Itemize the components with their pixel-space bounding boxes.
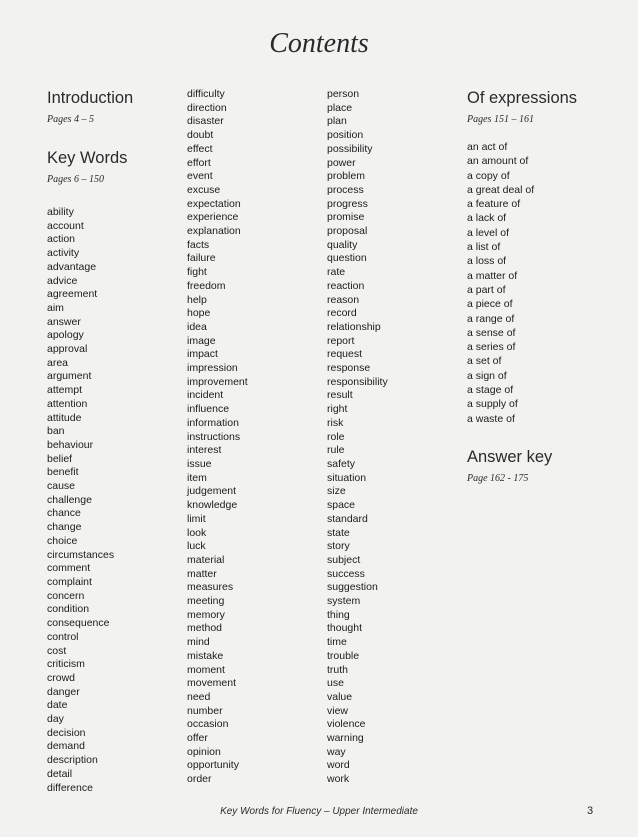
- list-item: attention: [47, 397, 88, 410]
- of-expressions-heading: Of expressions: [467, 89, 578, 107]
- list-item: aim: [47, 301, 64, 314]
- list-item: state: [327, 526, 350, 539]
- list-item: attitude: [47, 411, 82, 424]
- list-item: question: [327, 252, 367, 265]
- list-item: truth: [327, 663, 349, 676]
- list-item: cause: [47, 480, 76, 493]
- list-item: promise: [327, 211, 365, 224]
- list-item: reason: [327, 293, 360, 306]
- list-item: proposal: [327, 225, 368, 238]
- list-item: success: [327, 567, 365, 580]
- list-item: standard: [327, 512, 368, 525]
- list-item: a copy of: [467, 169, 510, 182]
- list-item: look: [187, 526, 207, 539]
- list-item: a waste of: [467, 412, 515, 425]
- list-item: mistake: [187, 649, 224, 662]
- list-item: a great deal of: [467, 183, 535, 196]
- list-item: behaviour: [47, 438, 94, 451]
- list-item: a level of: [467, 226, 510, 239]
- list-item: consequence: [47, 617, 110, 630]
- list-item: relationship: [327, 320, 381, 333]
- key-words-list-2: [187, 88, 317, 787]
- list-item: help: [187, 293, 207, 306]
- footer-book-title: Key Words for Fluency – Upper Intermediate: [220, 806, 418, 817]
- of-expressions-pages: Pages 151 – 161: [467, 114, 534, 125]
- list-item: subject: [327, 553, 361, 566]
- list-item: day: [47, 713, 64, 726]
- list-item: crowd: [47, 671, 76, 684]
- list-item: problem: [327, 170, 365, 183]
- list-item: complaint: [47, 575, 92, 588]
- list-item: improvement: [187, 375, 248, 388]
- list-item: limit: [187, 512, 206, 525]
- list-item: hope: [187, 307, 211, 320]
- list-item: cost: [47, 644, 67, 657]
- list-item: date: [47, 699, 68, 712]
- list-item: benefit: [47, 466, 79, 479]
- list-item: rule: [327, 444, 345, 457]
- list-item: a list of: [467, 241, 501, 254]
- list-item: account: [47, 219, 84, 232]
- answer-key-heading: Answer key: [467, 447, 553, 466]
- list-item: measures: [187, 581, 234, 594]
- list-item: ability: [47, 206, 74, 218]
- list-item: impression: [187, 362, 238, 375]
- list-item: approval: [47, 343, 88, 356]
- list-item: mind: [187, 636, 210, 649]
- list-item: comment: [47, 562, 91, 575]
- list-item: warning: [327, 732, 364, 745]
- list-item: direction: [187, 101, 227, 114]
- list-item: story: [327, 540, 350, 553]
- list-item: report: [327, 334, 355, 347]
- list-item: opportunity: [187, 759, 239, 772]
- list-item: system: [327, 595, 361, 608]
- key-words-heading: Key Words: [47, 149, 128, 167]
- list-item: a range of: [467, 312, 515, 325]
- list-item: answer: [47, 315, 81, 328]
- list-item: word: [327, 759, 350, 772]
- list-item: freedom: [187, 279, 226, 292]
- list-item: person: [327, 88, 360, 100]
- list-item: material: [187, 553, 225, 566]
- list-item: information: [187, 416, 239, 429]
- list-item: concern: [47, 589, 85, 602]
- list-item: right: [327, 403, 348, 416]
- list-item: difference: [47, 781, 93, 794]
- list-item: area: [47, 356, 69, 369]
- list-item: a lack of: [467, 212, 507, 225]
- list-item: difficulty: [187, 88, 225, 100]
- list-item: time: [327, 636, 347, 649]
- list-item: a series of: [467, 341, 516, 354]
- list-item: agreement: [47, 288, 98, 301]
- introduction-heading: Introduction: [47, 89, 134, 107]
- list-item: idea: [187, 320, 207, 333]
- list-item: reaction: [327, 279, 365, 292]
- list-item: change: [47, 521, 82, 534]
- list-item: thought: [327, 622, 363, 635]
- of-expressions-list: [467, 140, 617, 426]
- list-item: knowledge: [187, 499, 238, 512]
- list-item: violence: [327, 718, 366, 731]
- list-item: chance: [47, 507, 81, 520]
- list-item: suggestion: [327, 581, 378, 594]
- list-item: trouble: [327, 649, 360, 662]
- list-item: ban: [47, 425, 65, 438]
- key-words-list-3: [327, 88, 457, 787]
- contents-column-4: [467, 88, 617, 485]
- list-item: condition: [47, 603, 90, 616]
- list-item: movement: [187, 677, 237, 690]
- list-item: an act of: [467, 141, 508, 153]
- list-item: detail: [47, 767, 73, 780]
- list-item: risk: [327, 416, 344, 429]
- list-item: quality: [327, 238, 358, 251]
- list-item: a sense of: [467, 326, 516, 339]
- key-words-pages: Pages 6 – 150: [47, 174, 104, 185]
- list-item: description: [47, 754, 98, 767]
- key-words-list-1: [47, 206, 177, 795]
- list-item: response: [327, 362, 371, 375]
- list-item: result: [327, 389, 353, 402]
- list-item: matter: [187, 567, 217, 580]
- list-item: meeting: [187, 595, 225, 608]
- list-item: offer: [187, 732, 208, 745]
- list-item: effort: [187, 156, 211, 169]
- list-item: action: [47, 233, 76, 246]
- list-item: impact: [187, 348, 218, 361]
- list-item: progress: [327, 197, 368, 210]
- list-item: instructions: [187, 430, 241, 443]
- list-item: responsibility: [327, 375, 388, 388]
- list-item: choice: [47, 534, 78, 547]
- list-item: incident: [187, 389, 224, 402]
- list-item: experience: [187, 211, 239, 224]
- list-item: judgement: [187, 485, 237, 498]
- list-item: activity: [47, 247, 80, 260]
- list-item: a piece of: [467, 298, 513, 311]
- list-item: criticism: [47, 658, 85, 671]
- contents-column-2: [187, 88, 317, 787]
- list-item: request: [327, 348, 363, 361]
- list-item: excuse: [187, 183, 221, 196]
- list-item: place: [327, 101, 353, 114]
- list-item: thing: [327, 608, 350, 621]
- list-item: rate: [327, 266, 346, 279]
- list-item: occasion: [187, 718, 229, 731]
- list-item: moment: [187, 663, 225, 676]
- list-item: challenge: [47, 493, 92, 506]
- list-item: way: [327, 745, 346, 758]
- list-item: safety: [327, 457, 356, 470]
- contents-column-1: [47, 88, 177, 795]
- list-item: item: [187, 471, 207, 484]
- list-item: attempt: [47, 384, 83, 397]
- list-item: advantage: [47, 260, 97, 273]
- list-item: event: [187, 170, 213, 183]
- list-item: a part of: [467, 283, 506, 296]
- page-title: Contents: [269, 28, 369, 59]
- list-item: a supply of: [467, 398, 518, 411]
- list-item: memory: [187, 608, 225, 621]
- list-item: circumstances: [47, 548, 115, 561]
- list-item: power: [327, 156, 356, 169]
- list-item: control: [47, 630, 79, 643]
- list-item: a loss of: [467, 255, 507, 268]
- list-item: apology: [47, 329, 84, 342]
- list-item: issue: [187, 457, 212, 470]
- list-item: a sign of: [467, 369, 507, 382]
- list-item: effect: [187, 142, 213, 155]
- list-item: position: [327, 129, 364, 142]
- list-item: an amount of: [467, 155, 529, 168]
- list-item: image: [187, 334, 216, 347]
- list-item: decision: [47, 726, 86, 739]
- list-item: method: [187, 622, 223, 635]
- answer-key-pages: Page 162 - 175: [467, 472, 529, 484]
- list-item: a matter of: [467, 269, 518, 282]
- list-item: doubt: [187, 129, 214, 142]
- list-item: process: [327, 183, 364, 196]
- list-item: argument: [47, 370, 92, 383]
- list-item: view: [327, 704, 349, 717]
- list-item: advice: [47, 274, 78, 287]
- list-item: luck: [187, 540, 206, 553]
- list-item: space: [327, 499, 356, 512]
- list-item: belief: [47, 452, 73, 465]
- list-item: a set of: [467, 355, 502, 368]
- list-item: use: [327, 677, 344, 690]
- list-item: explanation: [187, 225, 241, 238]
- list-item: work: [327, 773, 350, 786]
- list-item: fight: [187, 266, 207, 279]
- list-item: facts: [187, 238, 210, 251]
- page-number: 3: [587, 805, 594, 817]
- list-item: size: [327, 485, 346, 498]
- list-item: number: [187, 704, 223, 717]
- list-item: role: [327, 430, 345, 443]
- introduction-pages: Pages 4 – 5: [47, 114, 94, 125]
- list-item: failure: [187, 252, 216, 265]
- list-item: opinion: [187, 745, 221, 758]
- list-item: interest: [187, 444, 222, 457]
- list-item: a feature of: [467, 198, 521, 211]
- list-item: need: [187, 690, 211, 703]
- list-item: possibility: [327, 142, 373, 155]
- list-item: demand: [47, 740, 85, 753]
- list-item: value: [327, 690, 353, 703]
- list-item: situation: [327, 471, 367, 484]
- list-item: danger: [47, 685, 80, 698]
- list-item: record: [327, 307, 357, 320]
- list-item: influence: [187, 403, 230, 416]
- list-item: order: [187, 773, 212, 786]
- list-item: a stage of: [467, 384, 514, 397]
- list-item: plan: [327, 115, 347, 128]
- list-item: expectation: [187, 197, 241, 210]
- contents-column-3: [327, 88, 457, 787]
- list-item: disaster: [187, 115, 224, 128]
